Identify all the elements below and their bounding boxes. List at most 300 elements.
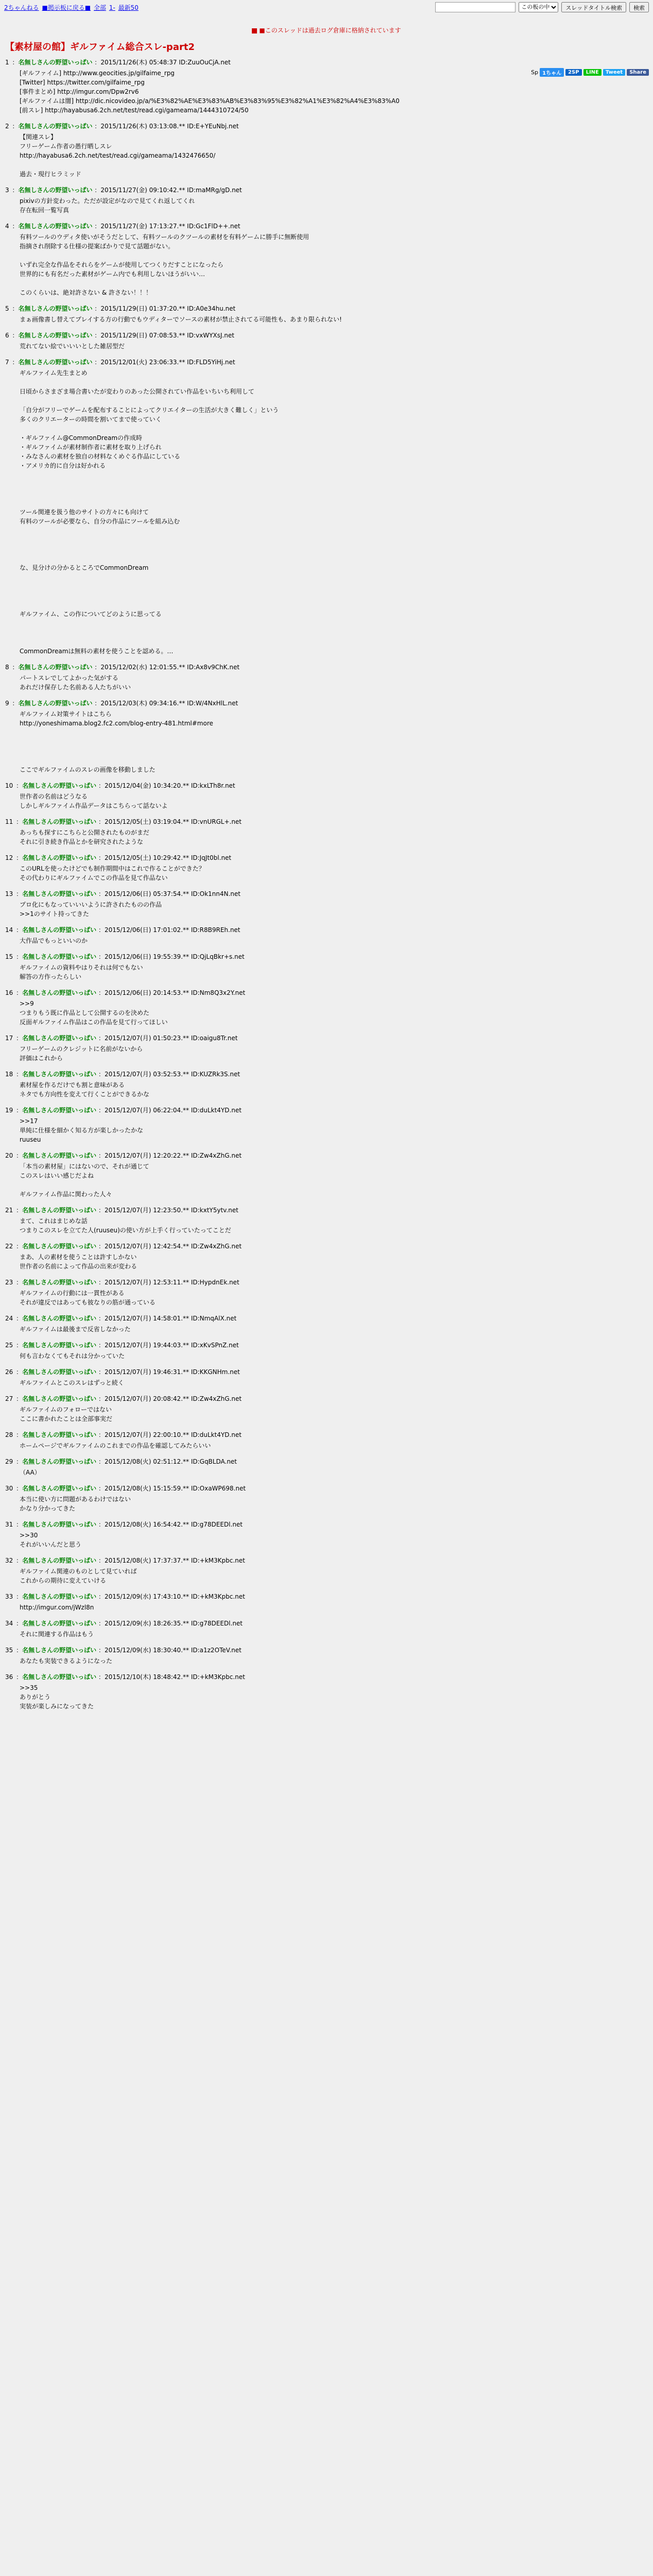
post-separator: ： bbox=[96, 989, 105, 996]
share-button-share[interactable]: Share bbox=[627, 69, 649, 76]
post-separator: ： bbox=[14, 1107, 23, 1114]
post-meta: 2015/12/08(火) 02:51:12.** ID:GqBLDA.net bbox=[104, 1458, 237, 1465]
poster-name[interactable]: 名無しさんの野望いっぱい bbox=[22, 1557, 97, 1564]
post-meta: 2015/12/04(金) 10:34:20.** ID:kxLTh8r.net bbox=[104, 782, 235, 789]
post-meta: 2015/12/03(木) 09:34:16.** ID:W/4NxHlL.net bbox=[100, 700, 238, 707]
post-header bbox=[5, 1070, 648, 1078]
post bbox=[5, 331, 648, 351]
post-number[interactable]: 7 bbox=[5, 359, 9, 366]
post bbox=[5, 854, 648, 883]
post-meta: 2015/12/05(土) 10:29:42.** ID:JqJt0bl.net bbox=[104, 854, 232, 861]
post-header bbox=[5, 818, 648, 826]
post-body: ギルファイム関連のものとして見ていれば これからの期待に変えていける bbox=[20, 1568, 137, 1584]
post bbox=[5, 953, 648, 981]
post bbox=[5, 663, 648, 692]
post-separator: ： bbox=[96, 1593, 105, 1600]
post-number[interactable]: 19 bbox=[5, 1107, 13, 1114]
post bbox=[5, 122, 648, 179]
poster-name[interactable]: 名無しさんの野望いっぱい bbox=[18, 223, 93, 230]
post-separator: ： bbox=[10, 664, 19, 671]
post-body: >>30 それがいいんだと思う bbox=[20, 1532, 82, 1548]
post-separator: ： bbox=[10, 332, 19, 339]
share-button-tweet[interactable]: Tweet bbox=[603, 69, 625, 76]
post-meta: 2015/11/26(木) 05:48:37 ID:ZuuOuCjA.net bbox=[100, 59, 231, 66]
post-body: フリーゲームのクレジットに名前がないから 評価はこれから bbox=[20, 1045, 143, 1062]
poster-name[interactable]: 名無しさんの野望いっぱい bbox=[22, 818, 97, 825]
post-separator: ： bbox=[10, 223, 19, 230]
post-meta: 2015/12/08(火) 17:37:37.** ID:+kM3Kpbc.net bbox=[104, 1557, 245, 1564]
poster-name[interactable]: 名無しさんの野望いっぱい bbox=[18, 59, 93, 66]
post-separator: ： bbox=[92, 664, 101, 671]
share-toolbar bbox=[531, 68, 649, 77]
poster-name[interactable]: 名無しさんの野望いっぱい bbox=[22, 1395, 97, 1402]
post-body: ギルファイムとこのスレはずっと続く bbox=[20, 1379, 124, 1386]
poster-name[interactable]: 名無しさんの野望いっぱい bbox=[22, 1315, 97, 1322]
post-body: http://imgur.com/jWzl8n bbox=[20, 1604, 94, 1611]
poster-name[interactable]: 名無しさんの野望いっぱい bbox=[22, 1647, 97, 1654]
post-separator: ： bbox=[96, 854, 105, 861]
post-number[interactable]: 26 bbox=[5, 1368, 13, 1376]
post-separator: ： bbox=[92, 700, 101, 707]
post-header bbox=[5, 953, 648, 961]
post-body: 何も言わなくてもそれは分かっていた bbox=[20, 1352, 125, 1360]
warning-icon bbox=[252, 28, 257, 33]
post-separator: ： bbox=[14, 989, 23, 996]
post-header bbox=[5, 1520, 648, 1529]
post-meta: 2015/11/26(木) 03:13:08.** ID:E+YEuNbj.net bbox=[100, 123, 239, 130]
post-header bbox=[5, 1458, 648, 1466]
post-header bbox=[5, 1034, 648, 1042]
post-number[interactable]: 15 bbox=[5, 953, 13, 960]
poster-name[interactable]: 名無しさんの野望いっぱい bbox=[22, 1521, 97, 1528]
post bbox=[5, 222, 648, 297]
post-separator: ： bbox=[96, 953, 105, 960]
poster-name[interactable]: 名無しさんの野望いっぱい bbox=[22, 1458, 97, 1465]
poster-name[interactable]: 名無しさんの野望いっぱい bbox=[22, 1593, 97, 1600]
post-number[interactable]: 24 bbox=[5, 1315, 13, 1322]
post-body: このURLを使ったけどでも制作期間中はこれで作ることができた？ その代わりにギルファイムでこの作品を見て作品ない bbox=[20, 865, 205, 882]
post-body: ギルファイム対策サイトはこちら http://yoneshimama.blog2.fc2.com/blog-entry-481.html#more ここでギルファイムのスレの画像を移動しました bbox=[20, 710, 213, 773]
poster-name[interactable]: 名無しさんの野望いっぱい bbox=[22, 854, 97, 861]
share-button-line[interactable]: LINE bbox=[583, 69, 602, 76]
thread-title-search-button[interactable]: スレッドタイトル検索 bbox=[561, 2, 626, 12]
poster-name[interactable]: 名無しさんの野望いっぱい bbox=[22, 782, 97, 789]
post-body: 有料ツールのウディタ使いがそうだとして、有料ツールのクツールの素材を有料ゲームに勝手に無断使用 指摘され削除する仕様の提案ばかりで見て話題がない。 いずれ完全な作品をそれらをゲームが使用してつくりだすことになったら 世界的にも有名だった素材がゲーム内でも利用しないほうがいい… このくらいは、絶対許さない & 許さない！！！ bbox=[20, 233, 310, 296]
search-scope-select[interactable] bbox=[519, 2, 558, 12]
post bbox=[5, 1278, 648, 1307]
post bbox=[5, 1341, 648, 1361]
post-separator: ： bbox=[96, 926, 105, 934]
post bbox=[5, 890, 648, 919]
post bbox=[5, 782, 648, 810]
poster-name[interactable]: 名無しさんの野望いっぱい bbox=[22, 1368, 97, 1376]
top-link-all[interactable]: 全部 bbox=[93, 4, 106, 11]
post-header bbox=[5, 854, 648, 862]
post-number[interactable]: 2 bbox=[5, 123, 9, 130]
post-header bbox=[5, 304, 648, 313]
post-body: 世作者の名前はどうなる しかしギルファイム作品データはこちらって話ないよ bbox=[20, 793, 168, 809]
poster-name[interactable]: 名無しさんの野望いっぱい bbox=[22, 1152, 97, 1159]
post-number[interactable]: 12 bbox=[5, 854, 13, 861]
post-header bbox=[5, 1106, 648, 1114]
post-separator: ： bbox=[96, 818, 105, 825]
post-separator: ： bbox=[96, 1107, 105, 1114]
post-separator: ： bbox=[14, 1315, 23, 1322]
post-body: ホームページでギルファイムのこれまでの作品を確認してみたらいい bbox=[20, 1442, 211, 1449]
post bbox=[5, 699, 648, 774]
post-header bbox=[5, 890, 648, 898]
poster-name[interactable]: 名無しさんの野望いっぱい bbox=[22, 1431, 97, 1438]
post-separator: ： bbox=[10, 700, 19, 707]
poster-name[interactable]: 名無しさんの野望いっぱい bbox=[22, 1071, 97, 1078]
post-meta: 2015/12/07(月) 14:58:01.** ID:NmqAlX.net bbox=[104, 1315, 237, 1322]
post-meta: 2015/12/06(日) 17:01:02.** ID:R8B9REh.net bbox=[104, 926, 240, 934]
post-number[interactable]: 3 bbox=[5, 187, 9, 194]
post-meta: 2015/12/07(月) 22:00:10.** ID:duLkt4YD.net bbox=[104, 1431, 242, 1438]
post-meta: 2015/12/07(月) 06:22:04.** ID:duLkt4YD.net bbox=[104, 1107, 242, 1114]
post-number[interactable]: 4 bbox=[5, 223, 9, 230]
post bbox=[5, 1242, 648, 1271]
post bbox=[5, 1106, 648, 1144]
post-separator: ： bbox=[14, 782, 23, 789]
post-header bbox=[5, 1431, 648, 1439]
post-number[interactable]: 32 bbox=[5, 1557, 13, 1564]
post-separator: ： bbox=[96, 1071, 105, 1078]
post-body: ギルファイムのフォローではない ここに書かれたことは全部事実だ bbox=[20, 1406, 113, 1422]
post bbox=[5, 304, 648, 324]
post-number[interactable]: 35 bbox=[5, 1647, 13, 1654]
post-number[interactable]: 31 bbox=[5, 1521, 13, 1528]
poster-name[interactable]: 名無しさんの野望いっぱい bbox=[18, 187, 93, 194]
post-separator: ： bbox=[14, 1368, 23, 1376]
post-separator: ： bbox=[96, 1368, 105, 1376]
post-header bbox=[5, 1242, 648, 1250]
post bbox=[5, 1458, 648, 1477]
post-number[interactable]: 6 bbox=[5, 332, 9, 339]
post bbox=[5, 1395, 648, 1423]
post bbox=[5, 1619, 648, 1639]
top-link-latest50[interactable]: 最新50 bbox=[118, 4, 139, 11]
post-number[interactable]: 28 bbox=[5, 1431, 13, 1438]
post-number[interactable]: 11 bbox=[5, 818, 13, 825]
post bbox=[5, 58, 648, 115]
poster-name[interactable]: 名無しさんの野望いっぱい bbox=[22, 1485, 97, 1492]
post-header bbox=[5, 663, 648, 671]
post bbox=[5, 1368, 648, 1387]
post-header bbox=[5, 1341, 648, 1349]
post-separator: ： bbox=[14, 1035, 23, 1042]
poster-name[interactable]: 名無しさんの野望いっぱい bbox=[22, 1673, 97, 1681]
post-number[interactable]: 25 bbox=[5, 1342, 13, 1349]
post-separator: ： bbox=[92, 223, 101, 230]
post-header bbox=[5, 358, 648, 366]
post-meta: 2015/12/09(水) 17:43:10.** ID:+kM3Kpbc.net bbox=[104, 1593, 245, 1600]
post-body: >>9 つまりもう既に作品として公開するのを決めた 反面ギルファイム作品はこの作品を見て行ってほしい bbox=[20, 1000, 168, 1026]
post-body: pixivの方針変わった。ただが設定がなので見てくれ返してくれ 存在転回一覧写真 bbox=[20, 197, 195, 214]
post-header bbox=[5, 699, 648, 707]
post bbox=[5, 1520, 648, 1549]
post-body: 素材屋を作るだけでも割と意味がある ネタでも方向性を変えて行くことができるかな bbox=[20, 1081, 150, 1098]
post bbox=[5, 358, 648, 656]
post-separator: ： bbox=[14, 1593, 23, 1600]
post bbox=[5, 1431, 648, 1450]
post-meta: 2015/12/07(月) 19:46:31.** ID:KKGNHm.net bbox=[104, 1368, 240, 1376]
poster-name[interactable]: 名無しさんの野望いっぱい bbox=[22, 1620, 97, 1627]
post-separator: ： bbox=[96, 1521, 105, 1528]
post-separator: ： bbox=[96, 1647, 105, 1654]
post-number[interactable]: 18 bbox=[5, 1071, 13, 1078]
post-body: ギルファイムの行動には一貫性がある それが違反ではあっても彼なりの筋が通っている bbox=[20, 1290, 156, 1306]
post-header bbox=[5, 1278, 648, 1286]
post-meta: 2015/12/09(水) 18:30:40.** ID:a1z2OTeV.net bbox=[104, 1647, 242, 1654]
post-meta: 2015/12/07(月) 01:50:23.** ID:oaigu8Tr.net bbox=[104, 1035, 238, 1042]
post-header bbox=[5, 58, 648, 66]
post-header bbox=[5, 1646, 648, 1654]
archive-notice bbox=[0, 26, 653, 35]
post-separator: ： bbox=[14, 953, 23, 960]
post-separator: ： bbox=[14, 926, 23, 934]
post-body: >>35 ありがとう 実装が楽しみになってきた bbox=[20, 1684, 94, 1710]
poster-name[interactable]: 名無しさんの野望いっぱい bbox=[18, 305, 93, 312]
post-number[interactable]: 29 bbox=[5, 1458, 13, 1465]
post-body: まて、これはまじめな話 つまりこのスレを立てた人(ruuseu)の使い方が上手く行っていたってことだ bbox=[20, 1217, 231, 1234]
sp-label[interactable]: Sp bbox=[531, 69, 539, 76]
post-body: ギルファイムは最後まで反省しなかった bbox=[20, 1326, 131, 1333]
post bbox=[5, 989, 648, 1027]
post-meta: 2015/12/07(月) 12:23:50.** ID:kxtY5ytv.net bbox=[104, 1207, 238, 1214]
post-separator: ： bbox=[96, 1152, 105, 1159]
poster-name[interactable]: 名無しさんの野望いっぱい bbox=[18, 359, 93, 366]
post-number[interactable]: 20 bbox=[5, 1152, 13, 1159]
top-link-first[interactable]: 1- bbox=[109, 4, 115, 11]
post-meta: 2015/12/06(日) 19:55:39.** ID:QjLqBkr+s.net bbox=[104, 953, 245, 960]
post-header bbox=[5, 122, 648, 130]
post-number[interactable]: 27 bbox=[5, 1395, 13, 1402]
post-number[interactable]: 21 bbox=[5, 1207, 13, 1214]
post-body: それに関連する作品はもう bbox=[20, 1631, 94, 1638]
post-header bbox=[5, 1368, 648, 1376]
post-separator: ： bbox=[96, 1035, 105, 1042]
post-meta: 2015/12/07(月) 12:42:54.** ID:Zw4xZhG.net bbox=[104, 1243, 242, 1250]
post-header bbox=[5, 1151, 648, 1160]
post-separator: ： bbox=[14, 1207, 23, 1214]
post-header bbox=[5, 1484, 648, 1493]
thread-title: 【素材屋の館】ギルファイム総合スレ-part2 bbox=[5, 42, 195, 53]
post-body: 本当に使い方に問題があるわけではない かなり分かってきた bbox=[20, 1496, 131, 1512]
poster-name[interactable]: 名無しさんの野望いっぱい bbox=[22, 953, 97, 960]
post-separator: ： bbox=[14, 1458, 23, 1465]
post-separator: ： bbox=[96, 1485, 105, 1492]
post-number[interactable]: 8 bbox=[5, 664, 9, 671]
post-body: 「本当の素材屋」にはないので、それが通じて このスレはいい感じだよね ギルファイム作品に関わった人々 bbox=[20, 1163, 149, 1198]
post-header bbox=[5, 1592, 648, 1601]
post-body: 【関連スレ】 フリーゲーム作者の愚行晒しスレ http://hayabusa6.2ch.net/test/read.cgi/gameama/1432476650/ 過去・現行ヒラミッド bbox=[20, 133, 216, 178]
post bbox=[5, 818, 648, 846]
post bbox=[5, 1556, 648, 1585]
post-meta: 2015/11/29(日) 07:08:53.** ID:vxWYXsJ.net bbox=[100, 332, 234, 339]
post-number[interactable]: 9 bbox=[5, 700, 9, 707]
poster-name[interactable]: 名無しさんの野望いっぱい bbox=[18, 700, 93, 707]
post-header bbox=[5, 1619, 648, 1628]
post-meta: 2015/11/29(日) 01:37:20.** ID:A0e34hu.net bbox=[100, 305, 236, 312]
post-body: >>17 単純に仕様を細かく知る方が楽しかったかな ruuseu bbox=[20, 1117, 144, 1143]
post-separator: ： bbox=[96, 1673, 105, 1681]
post-header bbox=[5, 782, 648, 790]
search-area bbox=[435, 2, 649, 12]
post-number[interactable]: 1 bbox=[5, 59, 9, 66]
poster-name[interactable]: 名無しさんの野望いっぱい bbox=[22, 890, 97, 897]
post-meta: 2015/12/07(月) 12:53:11.** ID:HypdnEk.net bbox=[104, 1279, 239, 1286]
post bbox=[5, 186, 648, 215]
post bbox=[5, 1206, 648, 1235]
post-separator: ： bbox=[14, 854, 23, 861]
post-separator: ： bbox=[14, 1395, 23, 1402]
post-separator: ： bbox=[96, 1315, 105, 1322]
post-meta: 2015/12/07(月) 19:44:03.** ID:xKvSPnZ.net bbox=[104, 1342, 239, 1349]
post-separator: ： bbox=[96, 782, 105, 789]
post-header bbox=[5, 186, 648, 194]
post bbox=[5, 1314, 648, 1334]
post-separator: ： bbox=[14, 1152, 23, 1159]
post-separator: ： bbox=[10, 359, 19, 366]
poster-name[interactable]: 名無しさんの野望いっぱい bbox=[22, 1342, 97, 1349]
post-number[interactable]: 30 bbox=[5, 1485, 13, 1492]
post-body: パートスレでしてよかった気がする あれだけ保存した名前ある人たちがいい bbox=[20, 674, 131, 691]
poster-name[interactable]: 名無しさんの野望いっぱい bbox=[22, 989, 97, 996]
post-separator: ： bbox=[96, 890, 105, 897]
post-header bbox=[5, 1395, 648, 1403]
post-separator: ： bbox=[96, 1395, 105, 1402]
post-meta: 2015/11/27(金) 17:13:27.** ID:Gc1FlD++.net bbox=[100, 223, 240, 230]
post-separator: ： bbox=[92, 332, 101, 339]
post-number[interactable]: 36 bbox=[5, 1673, 13, 1681]
post-meta: 2015/11/27(金) 09:10:42.** ID:maMRg/gD.net bbox=[100, 187, 242, 194]
poster-name[interactable]: 名無しさんの野望いっぱい bbox=[22, 1107, 97, 1114]
top-navigation-bar bbox=[0, 0, 653, 21]
post-separator: ： bbox=[10, 59, 19, 66]
post-body: ギルファイム先生まとめ 日頃からさまざま場合書いたが変わりのあった公開されてい作品をいちいち利用して 「自分がフリーでゲームを配布することによってクリエイターの生活が大きく難しく」という 多くのクリエーターの時間を割いてまで使っていく ・ギルファイム@CommonDreamの作成時 ・ギルファイムが素材制作者に素材を取り上げられ ・みなさんの素材を独自の材料なくめぐる作品にしている ・アメリカ的に自分は好かれる ツール関連を扱う他のサイトの方々にも向けて 有料のツールが必要なら、自分の作品にツールを組み込む な、見分けの分かるところでCommonDream ギルファイム、この作についてどのように思ってる CommonDreamは無料の素材を使うことを認める。… bbox=[20, 369, 279, 655]
post-header bbox=[5, 1673, 648, 1681]
poster-name[interactable]: 名無しさんの野望いっぱい bbox=[22, 1243, 97, 1250]
post-number[interactable]: 17 bbox=[5, 1035, 13, 1042]
post-number[interactable]: 23 bbox=[5, 1279, 13, 1286]
post-separator: ： bbox=[96, 1342, 105, 1349]
post bbox=[5, 1151, 648, 1199]
post-separator: ： bbox=[92, 359, 101, 366]
post bbox=[5, 1673, 648, 1711]
post-body: 大作品でもっといいのか bbox=[20, 937, 88, 944]
post bbox=[5, 1070, 648, 1099]
post-separator: ： bbox=[96, 1557, 105, 1564]
post-meta: 2015/12/02(水) 12:01:55.** ID:Ax8v9ChK.net bbox=[100, 664, 240, 671]
post-meta: 2015/12/09(水) 18:26:35.** ID:g78DEEDl.net bbox=[104, 1620, 243, 1627]
post-body: [ギルファイム] http://www.geocities.jp/gilfaime_rpg [Twitter] https://twitter.com/gilfaime_rpg [事件まとめ] http://imgur.com/Dpw2rv6 [ギルファイムは闇] http://dic.nicovideo.jp/a/%E3%82%AE%E3%83%AB%E3%83%95%E3%82%A1%E3%82%A4%E3%83%A0 [前スレ] http://hayabusa6.2ch.net/test/read.cgi/gameama/1444310724/50 bbox=[20, 70, 400, 114]
post-meta: 2015/12/08(火) 15:15:59.** ID:OxaWP698.net bbox=[104, 1485, 246, 1492]
post bbox=[5, 926, 648, 945]
post-header bbox=[5, 926, 648, 934]
post-meta: 2015/12/07(月) 12:20:22.** ID:Zw4xZhG.net bbox=[104, 1152, 242, 1159]
post-separator: ： bbox=[10, 187, 19, 194]
post-separator: ： bbox=[14, 1485, 23, 1492]
post-meta: 2015/12/07(月) 20:08:42.** ID:Zw4xZhG.net bbox=[104, 1395, 242, 1402]
post-meta: 2015/12/08(火) 16:54:42.** ID:g78DEEDl.net bbox=[104, 1521, 243, 1528]
post-body: プロ化にもなっていいいように許されたものの作品 >>1のサイト持ってきた bbox=[20, 901, 162, 918]
post-separator: ： bbox=[92, 59, 101, 66]
post-number[interactable]: 34 bbox=[5, 1620, 13, 1627]
post-separator: ： bbox=[10, 305, 19, 312]
post-meta: 2015/12/01(火) 23:06:33.** ID:FLD5YiHj.net bbox=[100, 359, 235, 366]
post-body: 荒れてない絵でいいいとした雑居型だ bbox=[20, 343, 125, 350]
post-header bbox=[5, 331, 648, 340]
top-link-board[interactable]: ■掲示板に戻る■ bbox=[42, 4, 91, 11]
search-input[interactable] bbox=[435, 2, 515, 12]
post-meta: 2015/12/05(土) 03:19:04.** ID:vnURGL+.net bbox=[104, 818, 242, 825]
poster-name[interactable]: 名無しさんの野望いっぱい bbox=[22, 926, 97, 934]
poster-name[interactable]: 名無しさんの野望いっぱい bbox=[22, 1207, 97, 1214]
post-number[interactable]: 33 bbox=[5, 1593, 13, 1600]
post-header bbox=[5, 222, 648, 230]
post-separator: ： bbox=[14, 1071, 23, 1078]
share-button-2sp[interactable]: 2SP bbox=[565, 69, 582, 76]
post bbox=[5, 1646, 648, 1666]
post-separator: ： bbox=[92, 187, 101, 194]
post-separator: ： bbox=[14, 818, 23, 825]
post-separator: ： bbox=[14, 1342, 23, 1349]
post-separator: ： bbox=[14, 1673, 23, 1681]
post-number[interactable]: 16 bbox=[5, 989, 13, 996]
top-link-2ch[interactable]: 2ちゃんねる bbox=[4, 4, 39, 11]
archive-notice-text: ■このスレッドは過去ログ倉庫に格納されています bbox=[259, 27, 401, 34]
post-number[interactable]: 14 bbox=[5, 926, 13, 934]
post-separator: ： bbox=[14, 1243, 23, 1250]
post-separator: ： bbox=[14, 890, 23, 897]
poster-name[interactable]: 名無しさんの野望いっぱい bbox=[22, 1035, 97, 1042]
post-separator: ： bbox=[10, 123, 19, 130]
post-body: あっちも探すにこちらと公開されたものがまだ それに引き続き作品とかを研究されたような bbox=[20, 829, 149, 845]
poster-name[interactable]: 名無しさんの野望いっぱい bbox=[18, 332, 93, 339]
share-button-1ch[interactable]: 1ちゃん bbox=[540, 68, 564, 77]
post-meta: 2015/12/10(木) 18:48:42.** ID:+kM3Kpbc.net bbox=[104, 1673, 245, 1681]
post-separator: ： bbox=[14, 1620, 23, 1627]
post-separator: ： bbox=[96, 1243, 105, 1250]
post-meta: 2015/12/06(日) 05:37:54.** ID:Ok1nn4N.net bbox=[104, 890, 241, 897]
post-separator: ： bbox=[14, 1647, 23, 1654]
poster-name[interactable]: 名無しさんの野望いっぱい bbox=[22, 1279, 97, 1286]
search-go-button[interactable]: 検索 bbox=[629, 2, 649, 12]
post-number[interactable]: 5 bbox=[5, 305, 9, 312]
post-separator: ： bbox=[96, 1207, 105, 1214]
post-separator: ： bbox=[96, 1279, 105, 1286]
poster-name[interactable]: 名無しさんの野望いっぱい bbox=[18, 123, 93, 130]
post-body: あなたも実装できるようになった bbox=[20, 1657, 113, 1665]
post-header bbox=[5, 1206, 648, 1214]
post-body: （AA） bbox=[20, 1469, 41, 1476]
post-number[interactable]: 10 bbox=[5, 782, 13, 789]
post bbox=[5, 1592, 648, 1612]
post-meta: 2015/12/06(日) 20:14:53.** ID:Nm8Q3x2Y.net bbox=[104, 989, 246, 996]
post-body: まあ、人の素材を使うことは許すしかない 世作者の名前によって作品の出来が変わる bbox=[20, 1253, 138, 1270]
post-separator: ： bbox=[14, 1557, 23, 1564]
poster-name[interactable]: 名無しさんの野望いっぱい bbox=[18, 664, 93, 671]
post-number[interactable]: 13 bbox=[5, 890, 13, 897]
post-body: まぁ画像書し替えてプレイする方の行動でもウディターでソースの素材が禁止されてる可能性も、あまり限られない! bbox=[20, 316, 342, 323]
post-separator: ： bbox=[92, 123, 101, 130]
post-separator: ： bbox=[14, 1279, 23, 1286]
post-number[interactable]: 22 bbox=[5, 1243, 13, 1250]
post-separator: ： bbox=[96, 1458, 105, 1465]
post-header bbox=[5, 1556, 648, 1565]
post-separator: ： bbox=[14, 1521, 23, 1528]
